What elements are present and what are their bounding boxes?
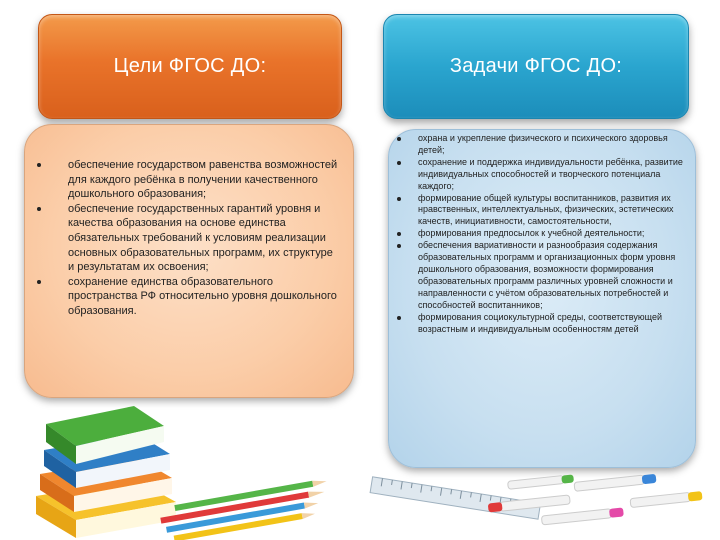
goals-item <box>68 202 340 275</box>
goals-item-text: сохранение единства образовательного пространства РФ относительно уровня дошкольного образования. <box>68 275 337 317</box>
tasks-item-text: формирования социокультурной среды, соответствующей возрастным и индивидуальным особенностям детей <box>418 311 662 334</box>
tasks-item <box>418 133 690 157</box>
pencils-icon <box>150 478 350 540</box>
bullet-icon <box>37 163 41 167</box>
tasks-item <box>418 228 690 240</box>
goals-item <box>68 158 340 202</box>
tasks-item <box>418 157 690 193</box>
goals-item-text: обеспечение государственных гарантий уровня и качества образования на основе единства обязательных требований к условиям реализации основных образовательных программ, их структуре и результатам их освоения; <box>68 202 333 274</box>
tasks-item-text: формирование общей культуры воспитанников, развития их нравственных, интеллектуальных, физических, эстетических качеств, инициативности, самостоятельности, <box>418 192 674 227</box>
bullet-icon <box>397 197 401 201</box>
goals-item <box>68 275 340 319</box>
bullet-icon <box>397 137 401 141</box>
goals-title: Цели ФГОС ДО: <box>113 55 267 77</box>
tasks-item <box>418 312 690 336</box>
bullet-icon <box>397 161 401 165</box>
tasks-item <box>418 193 690 229</box>
tasks-list <box>418 133 690 335</box>
bullet-icon <box>37 207 41 211</box>
goals-item-text: обеспечение государством равенства возможностей для каждого ребёнка в получении качественного дошкольного образования; <box>68 159 338 201</box>
tasks-item-text: сохранение и поддержка индивидуальности ребёнка, развитие индивидуальных способностей и творческого потенциала каждого; <box>418 156 683 191</box>
goals-list <box>68 158 340 319</box>
markers-icon <box>480 462 716 538</box>
bullet-icon <box>37 280 41 284</box>
bullet-icon <box>397 316 401 320</box>
goals-header <box>38 14 342 119</box>
tasks-item-text: обеспечения вариативности и разнообразия содержания образовательных программ и организационных форм уровня дошкольного образования, возможности формирования образовательных программ различных уровней сложности и направленности с учётом образовательных потребностей и способностей воспитанников; <box>418 240 676 310</box>
tasks-title: Задачи ФГОС ДО: <box>449 55 623 77</box>
tasks-header <box>383 14 689 119</box>
tasks-item-text: охрана и укрепление физического и психического здоровья детей; <box>418 133 668 155</box>
tasks-item <box>418 240 690 311</box>
tasks-item-text: формирования предпосылок к учебной деятельности; <box>418 228 645 239</box>
